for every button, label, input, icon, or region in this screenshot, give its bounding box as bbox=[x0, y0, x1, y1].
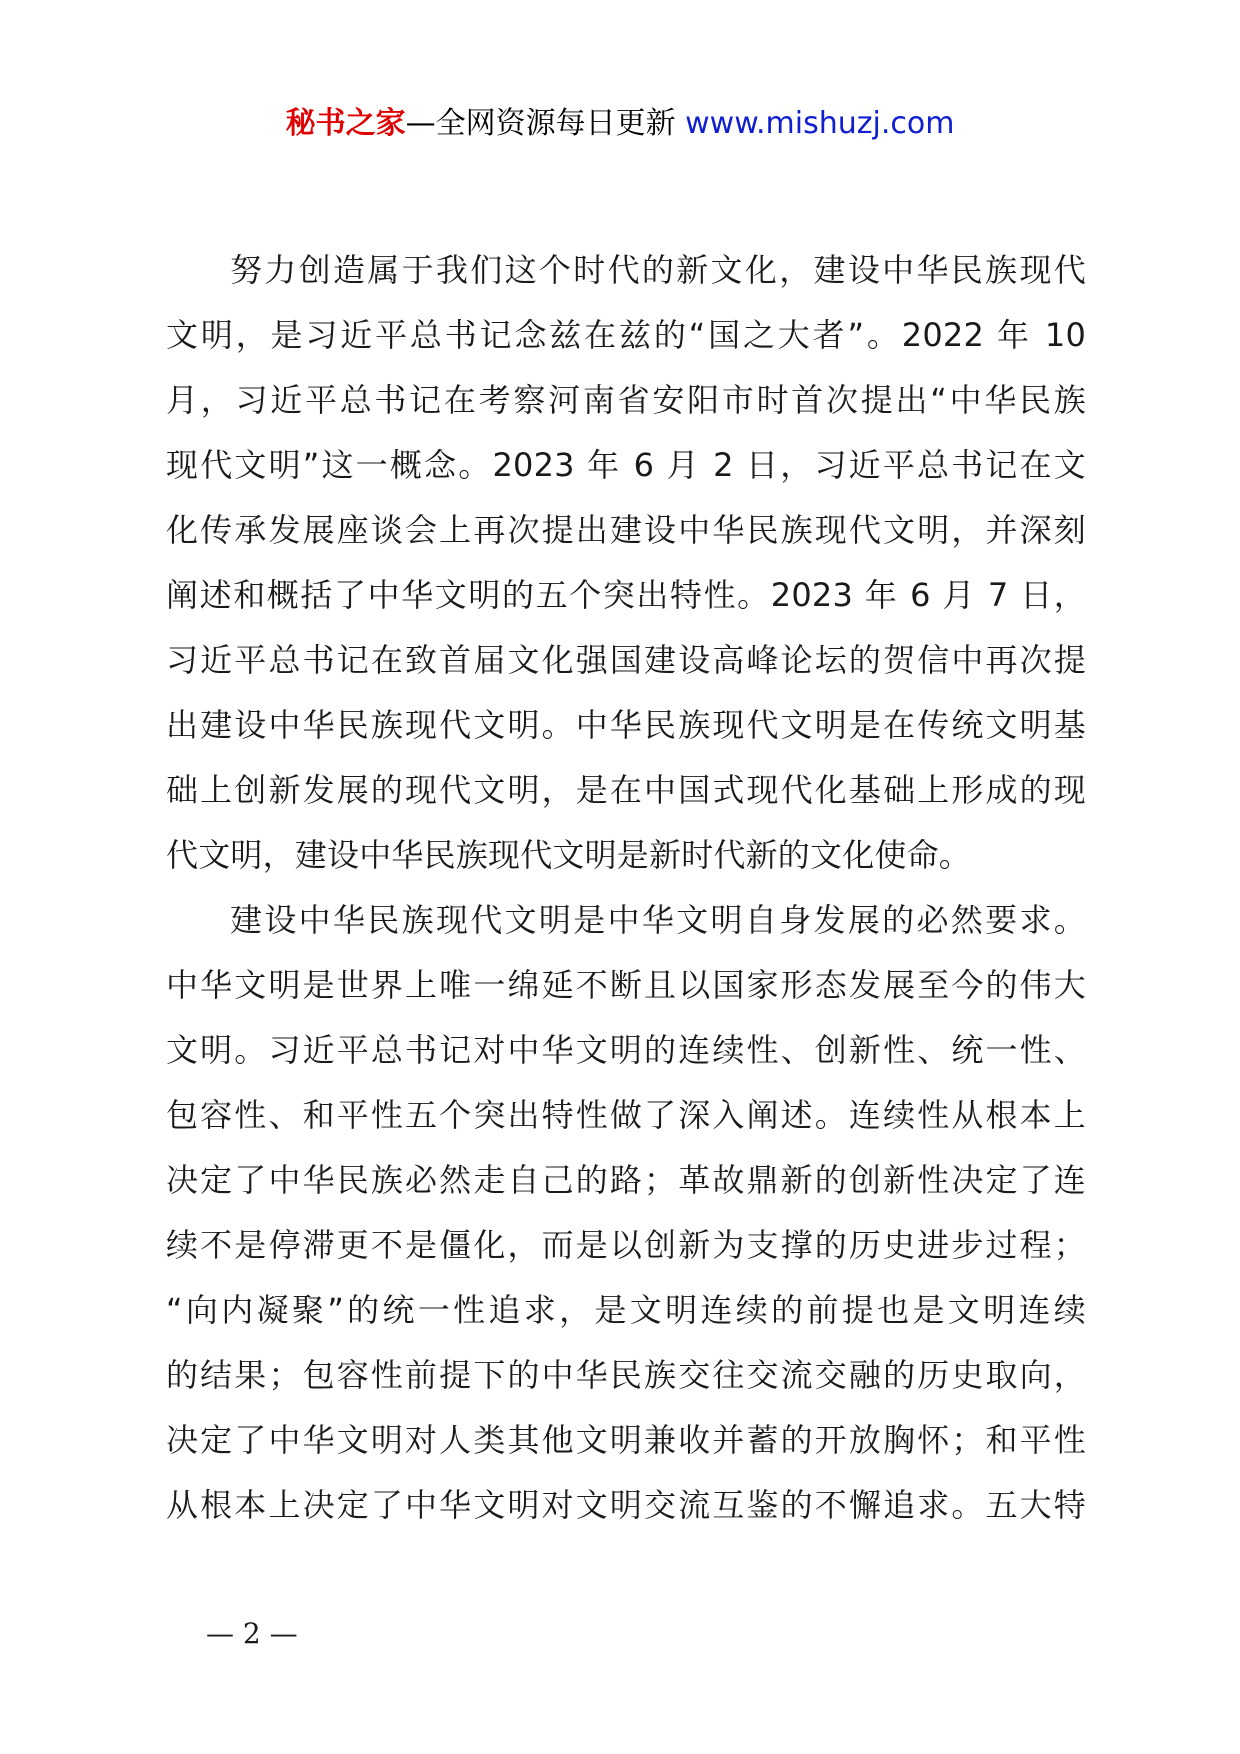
text-line: 决定了中华民族必然走自己的路；革故鼎新的创新性决定了连 bbox=[166, 1161, 1086, 1199]
text-line: 出建设中华民族现代文明。中华民族现代文明是在传统文明基 bbox=[166, 706, 1086, 744]
text-line: 建设中华民族现代文明是中华文明自身发展的必然要求。 bbox=[230, 901, 1086, 939]
text-line: 代文明，建设中华民族现代文明是新时代新的文化使命。 bbox=[166, 836, 972, 874]
text-line: 阐述和概括了中华文明的五个突出特性。2023 年 6 月 7 日， bbox=[166, 576, 1086, 614]
text-line: 现代文明”这一概念。2023 年 6 月 2 日，习近平总书记在文 bbox=[166, 446, 1086, 484]
text-line: 础上创新发展的现代文明，是在中国式现代化基础上形成的现 bbox=[166, 771, 1086, 809]
text-line: 包容性、和平性五个突出特性做了深入阐述。连续性从根本上 bbox=[166, 1096, 1086, 1134]
text-line: 文明。习近平总书记对中华文明的连续性、创新性、统一性、 bbox=[166, 1031, 1086, 1069]
text-line: 习近平总书记在致首届文化强国建设高峰论坛的贺信中再次提 bbox=[166, 641, 1086, 679]
text-line: 化传承发展座谈会上再次提出建设中华民族现代文明，并深刻 bbox=[166, 511, 1086, 549]
text-line: 从根本上决定了中华文明对文明交流互鉴的不懈追求。五大特 bbox=[166, 1486, 1086, 1524]
document-body bbox=[166, 238, 1086, 1538]
paragraph-1 bbox=[166, 238, 1086, 888]
text-line: 中华文明是世界上唯一绵延不断且以国家形态发展至今的伟大 bbox=[166, 966, 1086, 1004]
text-line: 月，习近平总书记在考察河南省安阳市时首次提出“中华民族 bbox=[166, 381, 1086, 419]
page-header bbox=[0, 100, 1240, 148]
page-number: — 2 — bbox=[206, 1617, 298, 1650]
header-tagline: —全网资源每日更新 bbox=[405, 106, 676, 141]
brand-name: 秘书之家 bbox=[285, 106, 406, 141]
text-line: 努力创造属于我们这个时代的新文化，建设中华民族现代 bbox=[230, 251, 1086, 289]
text-line: “向内凝聚”的统一性追求，是文明连续的前提也是文明连续 bbox=[166, 1291, 1086, 1329]
site-url[interactable]: www.mishuzj.com bbox=[685, 106, 955, 141]
paragraph-2 bbox=[166, 888, 1086, 1538]
text-line: 决定了中华文明对人类其他文明兼收并蓄的开放胸怀；和平性 bbox=[166, 1421, 1086, 1459]
text-line: 的结果；包容性前提下的中华民族交往交流交融的历史取向， bbox=[166, 1356, 1086, 1394]
text-line: 续不是停滞更不是僵化，而是以创新为支撑的历史进步过程； bbox=[166, 1226, 1086, 1264]
text-line: 文明，是习近平总书记念兹在兹的“国之大者”。2022 年 10 bbox=[166, 316, 1086, 354]
